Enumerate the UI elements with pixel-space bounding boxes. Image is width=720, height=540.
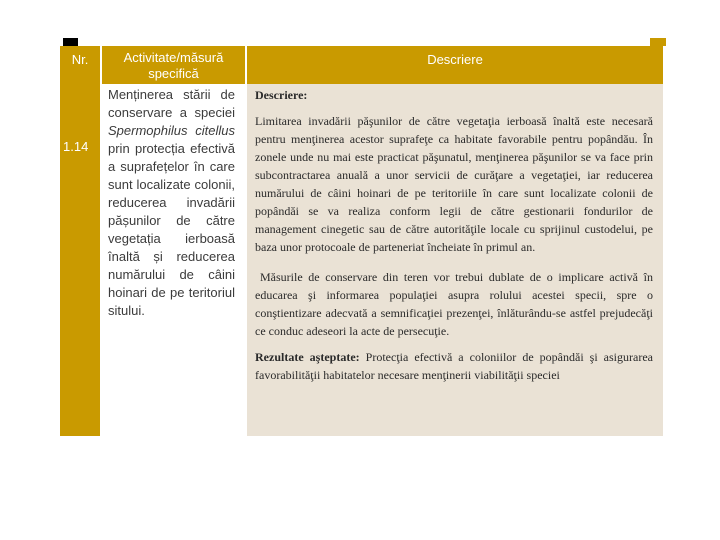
expected-results-label: Rezultate aşteptate: <box>255 350 360 364</box>
decorative-black-square <box>63 38 78 46</box>
activity-text: Menținerea stării de conservare a speciei <box>108 87 235 120</box>
activity-rest: prin protecția efectivă a suprafețelor în care sunt localizate colonii, reducerea invadării pășunilor de către vegetația ierboasă înaltă și reducerea numărului de câini hoinari de pe teritoriul sitului. <box>108 141 235 318</box>
header-nr: Nr. <box>60 46 100 84</box>
expected-results <box>255 348 653 384</box>
activity-cell <box>102 84 245 436</box>
description-cell <box>247 84 663 436</box>
expected-results-text: Protecţia efectivă a coloniilor de popândăi şi asigurarea favorabilităţii habitatelor necesare menţinerii viabilităţii speciei <box>255 350 653 382</box>
header-description: Descriere <box>247 46 663 84</box>
header-activity: Activitate/măsură specifică <box>102 46 245 84</box>
row-number-cell <box>60 84 100 436</box>
description-paragraph-1: Limitarea invadării păşunilor de către vegetaţia ierboasă înaltă este necesară pentru menţinerea acestor suprafeţe ca habitate favorabile pentru popândău. În zonele unde nu mai este practicat păşunatul, menţinerea păşunilor se va face prin subcontractarea anuală a unor servicii de curăţare a vegetaţiei, iar reducerea numărului de câini hoinari de pe teritoriile în care sunt localizate colonii de popândăi se va realiza conform legii de către gestionarii fondurilor de management cinegetic sau de către autorităţile locale cu sprijinul custodelui, pe baza unor protocoale de parteneriat încheiate în primul an. <box>255 114 653 254</box>
activity-species: Spermophilus citellus <box>108 123 235 138</box>
decorative-gold-corner <box>650 38 666 46</box>
row-number: 1.14 <box>63 139 89 154</box>
description-paragraph-2: Măsurile de conservare din teren vor trebui dublate de o implicare activă în educarea şi informarea populaţiei asupra rolului acestei specii, spre o conştientizare adecvată a semnificaţiei prezenţei, înlăturându-se astfel prejudecăţi ce conduc adeseori la acte de persecuţie. <box>255 270 653 338</box>
description-title: Descriere: <box>255 88 308 102</box>
